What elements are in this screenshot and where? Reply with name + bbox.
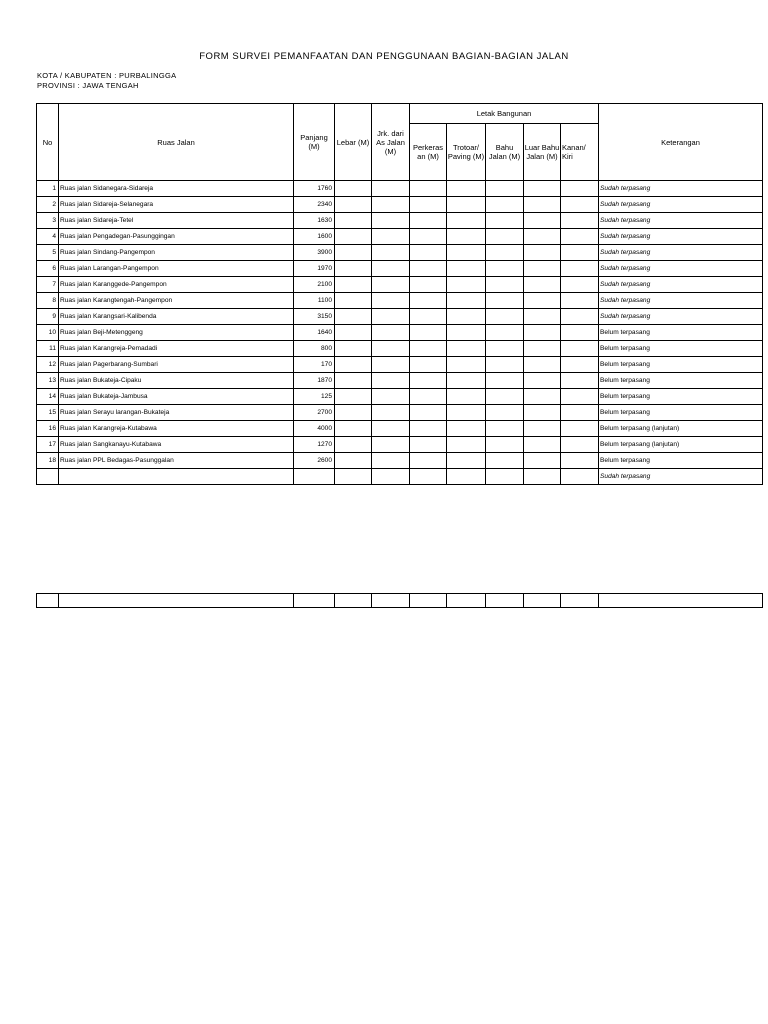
road-length [294, 469, 335, 485]
road-name: Ruas jalan Beji-Metenggeng [59, 325, 294, 341]
road-name: Ruas jalan PPL Bedagas-Pasunggalan [59, 453, 294, 469]
kanan-kiri-cell [561, 421, 599, 437]
jarak-cell [372, 197, 410, 213]
perkerasan-cell [410, 405, 447, 421]
header-keterangan: Keterangan [599, 104, 763, 181]
trotoar-cell [447, 453, 486, 469]
row-number: 3 [37, 213, 59, 229]
kanan-kiri-cell [561, 453, 599, 469]
bahu-cell [486, 421, 524, 437]
header-jarak-as-jalan: Jrk. dari As Jalan (M) [372, 104, 410, 181]
empty-cell [599, 594, 763, 608]
perkerasan-cell [410, 213, 447, 229]
lebar-cell [335, 261, 372, 277]
road-name: Ruas jalan Serayu larangan-Bukateja [59, 405, 294, 421]
lebar-cell [335, 389, 372, 405]
footer-empty-row [37, 594, 763, 608]
perkerasan-cell [410, 357, 447, 373]
road-name: Ruas jalan Pengadegan-Pasunggingan [59, 229, 294, 245]
road-name: Ruas jalan Sidareja-Tetel [59, 213, 294, 229]
bahu-cell [486, 213, 524, 229]
row-number: 10 [37, 325, 59, 341]
provinsi-label: PROVINSI : JAWA TENGAH [37, 81, 139, 90]
perkerasan-cell [410, 325, 447, 341]
jarak-cell [372, 213, 410, 229]
jarak-cell [372, 421, 410, 437]
table-row [37, 293, 763, 309]
road-length: 1640 [294, 325, 335, 341]
kanan-kiri-cell [561, 277, 599, 293]
keterangan-cell: Belum terpasang [599, 453, 763, 469]
perkerasan-cell [410, 277, 447, 293]
road-name: Ruas jalan Bukateja-Jambusa [59, 389, 294, 405]
bahu-cell [486, 181, 524, 197]
trotoar-cell [447, 197, 486, 213]
row-number: 9 [37, 309, 59, 325]
table-row [37, 261, 763, 277]
keterangan-cell: Belum terpasang [599, 341, 763, 357]
trotoar-cell [447, 245, 486, 261]
trotoar-cell [447, 437, 486, 453]
road-length: 1630 [294, 213, 335, 229]
table-row [37, 357, 763, 373]
row-number: 14 [37, 389, 59, 405]
road-name: Ruas jalan Karangsari-Kalibenda [59, 309, 294, 325]
row-number: 17 [37, 437, 59, 453]
road-length: 3900 [294, 245, 335, 261]
jarak-cell [372, 357, 410, 373]
row-number: 16 [37, 421, 59, 437]
road-name: Ruas jalan Karanggede-Pangempon [59, 277, 294, 293]
road-name: Ruas jalan Karangtengah-Pangempon [59, 293, 294, 309]
bahu-cell [486, 325, 524, 341]
empty-cell [294, 594, 335, 608]
luar-bahu-cell [524, 277, 561, 293]
perkerasan-cell [410, 293, 447, 309]
bahu-cell [486, 469, 524, 485]
table-row [37, 341, 763, 357]
keterangan-cell: Belum terpasang (lanjutan) [599, 437, 763, 453]
jarak-cell [372, 181, 410, 197]
keterangan-cell: Sudah terpasang [599, 309, 763, 325]
kanan-kiri-cell [561, 197, 599, 213]
trotoar-cell [447, 213, 486, 229]
lebar-cell [335, 373, 372, 389]
bahu-cell [486, 229, 524, 245]
road-length: 1600 [294, 229, 335, 245]
lebar-cell [335, 405, 372, 421]
road-name: Ruas jalan Sangkanayu-Kutabawa [59, 437, 294, 453]
trotoar-cell [447, 421, 486, 437]
table-row [37, 421, 763, 437]
jarak-cell [372, 261, 410, 277]
row-number: 8 [37, 293, 59, 309]
road-name: Ruas jalan Larangan-Pangempon [59, 261, 294, 277]
lebar-cell [335, 293, 372, 309]
kanan-kiri-cell [561, 341, 599, 357]
luar-bahu-cell [524, 405, 561, 421]
table-row [37, 229, 763, 245]
trotoar-cell [447, 293, 486, 309]
road-length: 2600 [294, 453, 335, 469]
lebar-cell [335, 181, 372, 197]
road-length: 4000 [294, 421, 335, 437]
empty-cell [561, 594, 599, 608]
kota-kabupaten-label: KOTA / KABUPATEN : PURBALINGGA [37, 71, 177, 80]
row-number: 5 [37, 245, 59, 261]
lebar-cell [335, 437, 372, 453]
keterangan-cell: Sudah terpasang [599, 277, 763, 293]
row-number: 13 [37, 373, 59, 389]
bahu-cell [486, 357, 524, 373]
jarak-cell [372, 373, 410, 389]
survey-table [36, 103, 763, 485]
jarak-cell [372, 341, 410, 357]
table-body [37, 181, 763, 485]
row-number: 7 [37, 277, 59, 293]
road-length: 1760 [294, 181, 335, 197]
table-row [37, 197, 763, 213]
bahu-cell [486, 373, 524, 389]
lebar-cell [335, 197, 372, 213]
keterangan-cell: Sudah terpasang [599, 213, 763, 229]
road-length: 125 [294, 389, 335, 405]
perkerasan-cell [410, 453, 447, 469]
header-no: No [37, 104, 59, 181]
bahu-cell [486, 261, 524, 277]
perkerasan-cell [410, 229, 447, 245]
road-name: Ruas jalan Sidanegara-Sidareja [59, 181, 294, 197]
luar-bahu-cell [524, 245, 561, 261]
kanan-kiri-cell [561, 469, 599, 485]
footer-table [36, 593, 763, 608]
keterangan-cell: Sudah terpasang [599, 245, 763, 261]
header-letak-bangunan: Letak Bangunan [410, 104, 599, 124]
road-length: 2700 [294, 405, 335, 421]
jarak-cell [372, 277, 410, 293]
kanan-kiri-cell [561, 325, 599, 341]
header-perkerasan: Perkeras an (M) [410, 124, 447, 181]
lebar-cell [335, 357, 372, 373]
kanan-kiri-cell [561, 389, 599, 405]
table-row [37, 181, 763, 197]
keterangan-cell: Belum terpasang [599, 357, 763, 373]
header-luar-bahu-jalan: Luar Bahu Jalan (M) [524, 124, 561, 181]
keterangan-cell: Sudah terpasang [599, 197, 763, 213]
trotoar-cell [447, 469, 486, 485]
luar-bahu-cell [524, 437, 561, 453]
luar-bahu-cell [524, 229, 561, 245]
bahu-cell [486, 245, 524, 261]
lebar-cell [335, 229, 372, 245]
table-row [37, 437, 763, 453]
road-name: Ruas jalan Pagerbarang-Sumbari [59, 357, 294, 373]
lebar-cell [335, 421, 372, 437]
perkerasan-cell [410, 309, 447, 325]
kanan-kiri-cell [561, 357, 599, 373]
road-length: 1100 [294, 293, 335, 309]
kanan-kiri-cell [561, 293, 599, 309]
form-title: FORM SURVEI PEMANFAATAN DAN PENGGUNAAN BAGIAN-BAGIAN JALAN [199, 51, 569, 62]
jarak-cell [372, 469, 410, 485]
trotoar-cell [447, 181, 486, 197]
perkerasan-cell [410, 389, 447, 405]
luar-bahu-cell [524, 421, 561, 437]
perkerasan-cell [410, 245, 447, 261]
bahu-cell [486, 309, 524, 325]
trotoar-cell [447, 229, 486, 245]
jarak-cell [372, 405, 410, 421]
lebar-cell [335, 213, 372, 229]
row-number: 15 [37, 405, 59, 421]
perkerasan-cell [410, 181, 447, 197]
table-row [37, 373, 763, 389]
kanan-kiri-cell [561, 373, 599, 389]
header-kanan-kiri: Kanan/ Kiri [561, 124, 599, 181]
luar-bahu-cell [524, 469, 561, 485]
trotoar-cell [447, 373, 486, 389]
jarak-cell [372, 453, 410, 469]
jarak-cell [372, 309, 410, 325]
keterangan-cell: Sudah terpasang [599, 293, 763, 309]
luar-bahu-cell [524, 357, 561, 373]
header-bahu-jalan: Bahu Jalan (M) [486, 124, 524, 181]
table-row [37, 213, 763, 229]
lebar-cell [335, 453, 372, 469]
keterangan-cell: Belum terpasang (lanjutan) [599, 421, 763, 437]
luar-bahu-cell [524, 373, 561, 389]
table-row [37, 469, 763, 485]
kanan-kiri-cell [561, 245, 599, 261]
trotoar-cell [447, 309, 486, 325]
trotoar-cell [447, 357, 486, 373]
jarak-cell [372, 437, 410, 453]
row-number [37, 469, 59, 485]
row-number: 1 [37, 181, 59, 197]
road-length: 1270 [294, 437, 335, 453]
kanan-kiri-cell [561, 261, 599, 277]
table-row [37, 325, 763, 341]
bahu-cell [486, 197, 524, 213]
header-panjang: Panjang (M) [294, 104, 335, 181]
perkerasan-cell [410, 197, 447, 213]
empty-cell [335, 594, 372, 608]
luar-bahu-cell [524, 213, 561, 229]
trotoar-cell [447, 277, 486, 293]
table-row [37, 277, 763, 293]
bahu-cell [486, 293, 524, 309]
road-name: Ruas jalan Bukateja-Cipaku [59, 373, 294, 389]
bahu-cell [486, 341, 524, 357]
road-length: 2340 [294, 197, 335, 213]
header-ruas-jalan: Ruas Jalan [59, 104, 294, 181]
kanan-kiri-cell [561, 309, 599, 325]
luar-bahu-cell [524, 453, 561, 469]
table-row [37, 245, 763, 261]
jarak-cell [372, 229, 410, 245]
header-lebar: Lebar (M) [335, 104, 372, 181]
empty-cell [524, 594, 561, 608]
road-name: Ruas jalan Sidareja-Selanegara [59, 197, 294, 213]
row-number: 12 [37, 357, 59, 373]
bahu-cell [486, 405, 524, 421]
jarak-cell [372, 325, 410, 341]
trotoar-cell [447, 341, 486, 357]
luar-bahu-cell [524, 325, 561, 341]
kanan-kiri-cell [561, 405, 599, 421]
lebar-cell [335, 245, 372, 261]
row-number: 11 [37, 341, 59, 357]
jarak-cell [372, 389, 410, 405]
keterangan-cell: Sudah terpasang [599, 181, 763, 197]
luar-bahu-cell [524, 341, 561, 357]
trotoar-cell [447, 405, 486, 421]
perkerasan-cell [410, 341, 447, 357]
row-number: 6 [37, 261, 59, 277]
luar-bahu-cell [524, 389, 561, 405]
road-length: 2100 [294, 277, 335, 293]
lebar-cell [335, 277, 372, 293]
table-row [37, 453, 763, 469]
keterangan-cell: Belum terpasang [599, 373, 763, 389]
empty-cell [410, 594, 447, 608]
perkerasan-cell [410, 261, 447, 277]
road-length: 1970 [294, 261, 335, 277]
empty-cell [447, 594, 486, 608]
kanan-kiri-cell [561, 437, 599, 453]
row-number: 18 [37, 453, 59, 469]
table-row [37, 309, 763, 325]
luar-bahu-cell [524, 197, 561, 213]
keterangan-cell: Belum terpasang [599, 325, 763, 341]
lebar-cell [335, 309, 372, 325]
jarak-cell [372, 293, 410, 309]
empty-cell [486, 594, 524, 608]
kanan-kiri-cell [561, 229, 599, 245]
bahu-cell [486, 389, 524, 405]
road-length: 1870 [294, 373, 335, 389]
trotoar-cell [447, 261, 486, 277]
table-row [37, 389, 763, 405]
table-row [37, 405, 763, 421]
empty-cell [37, 594, 59, 608]
perkerasan-cell [410, 437, 447, 453]
bahu-cell [486, 453, 524, 469]
road-name [59, 469, 294, 485]
road-length: 170 [294, 357, 335, 373]
road-name: Ruas jalan Karangreja-Pemadadi [59, 341, 294, 357]
lebar-cell [335, 325, 372, 341]
table-header [37, 104, 763, 181]
row-number: 2 [37, 197, 59, 213]
jarak-cell [372, 245, 410, 261]
road-length: 800 [294, 341, 335, 357]
keterangan-cell: Sudah terpasang [599, 229, 763, 245]
kanan-kiri-cell [561, 181, 599, 197]
luar-bahu-cell [524, 293, 561, 309]
luar-bahu-cell [524, 261, 561, 277]
perkerasan-cell [410, 373, 447, 389]
keterangan-cell: Belum terpasang [599, 389, 763, 405]
keterangan-cell: Sudah terpasang [599, 261, 763, 277]
road-name: Ruas jalan Sindang-Pangempon [59, 245, 294, 261]
perkerasan-cell [410, 421, 447, 437]
bahu-cell [486, 277, 524, 293]
empty-cell [372, 594, 410, 608]
bahu-cell [486, 437, 524, 453]
luar-bahu-cell [524, 309, 561, 325]
road-name: Ruas jalan Karangreja-Kutabawa [59, 421, 294, 437]
trotoar-cell [447, 325, 486, 341]
keterangan-cell: Sudah terpasang [599, 469, 763, 485]
perkerasan-cell [410, 469, 447, 485]
header-trotoar: Trotoar/ Paving (M) [447, 124, 486, 181]
kanan-kiri-cell [561, 213, 599, 229]
road-length: 3150 [294, 309, 335, 325]
lebar-cell [335, 469, 372, 485]
trotoar-cell [447, 389, 486, 405]
luar-bahu-cell [524, 181, 561, 197]
lebar-cell [335, 341, 372, 357]
row-number: 4 [37, 229, 59, 245]
keterangan-cell: Belum terpasang [599, 405, 763, 421]
empty-cell [59, 594, 294, 608]
